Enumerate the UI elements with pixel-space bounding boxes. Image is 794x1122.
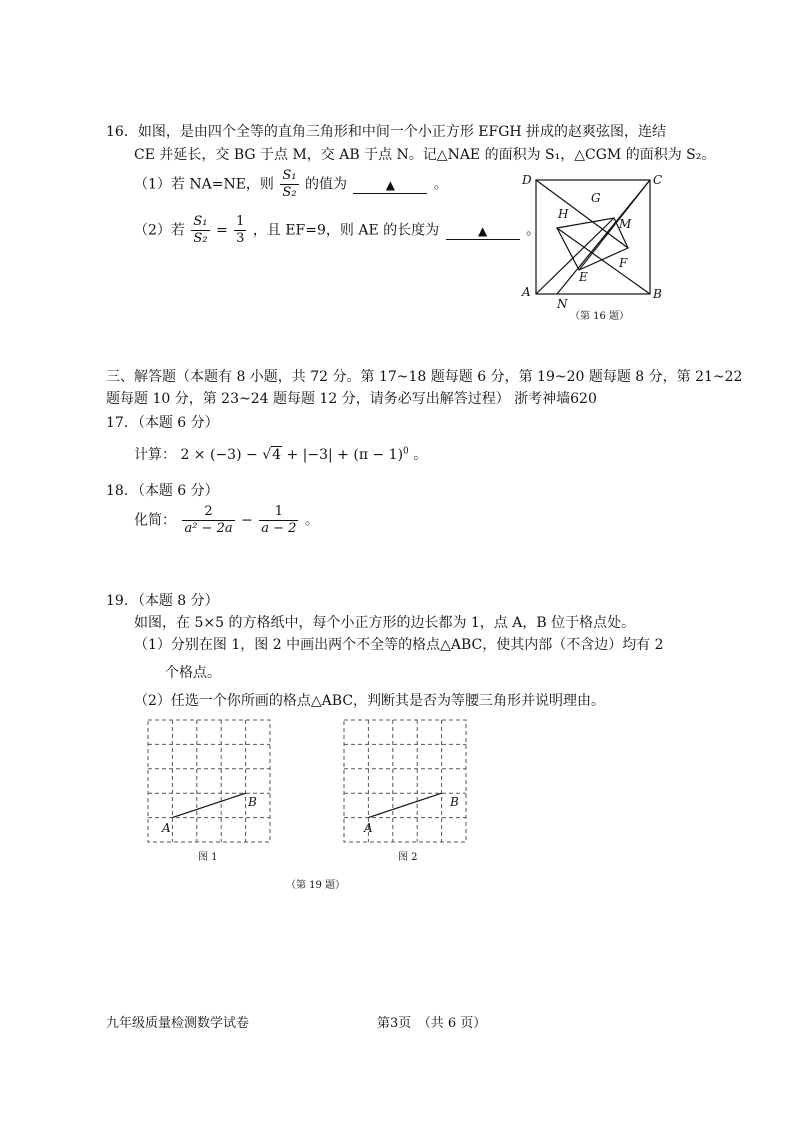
label-a: A (162, 821, 171, 835)
q16-part1-suffix: 的值为 (304, 176, 347, 193)
q19-heading: 19．（本题 8 分） (106, 593, 219, 609)
q19-line3: 个格点。 (165, 665, 221, 681)
q19-figure-2 (336, 714, 476, 864)
label-m: M (619, 217, 632, 231)
q16-figure (512, 168, 672, 324)
label-c: C (653, 173, 663, 187)
q19-line2: （1）分别在图 1，图 2 中画出两个不全等的格点△ABC，使其内部（不含边）均有 2 (134, 637, 664, 653)
q17-expression (134, 444, 427, 464)
fraction-denominator: a − 2 (261, 521, 297, 536)
segment-ab (172, 793, 245, 817)
q19-figure-caption: （第 19 题） (286, 880, 346, 891)
q16-part2-middle: ，且 EF=9，则 AE 的长度为 (252, 222, 440, 239)
q16-part1-end: 。 (433, 176, 448, 193)
equals-sign: = (215, 222, 228, 239)
q19-line4: （2）任选一个你所画的格点△ABC，判断其是否为等腰三角形并说明理由。 (134, 693, 606, 709)
grid-5x5[interactable] (344, 720, 466, 842)
label-b: B (248, 795, 257, 809)
fraction-numerator: S₁ (193, 214, 208, 229)
q18-end: 。 (304, 512, 319, 529)
q16-part1-prefix: （1）若 NA=NE，则 (134, 176, 274, 193)
label-n: N (557, 297, 568, 311)
label-d: D (522, 173, 532, 187)
inner-square-efgh (557, 218, 628, 270)
q16-part2 (134, 214, 540, 247)
q16-part1-fraction (280, 168, 298, 201)
fraction-numerator: 1 (259, 504, 298, 521)
q17-exponent: 0 (403, 446, 409, 457)
q16-part2-end: 。 (526, 222, 541, 239)
label-h: H (558, 207, 569, 221)
q16-figure-caption: （第 16 题） (570, 311, 630, 322)
q18-fraction-1 (182, 504, 234, 537)
label-a: A (364, 821, 373, 835)
q18-expression (134, 504, 319, 537)
fraction-numerator: 1 (236, 214, 245, 229)
label-f: F (619, 256, 628, 270)
fraction-denominator: S₂ (193, 231, 208, 246)
q16-line1: 16．如图，是由四个全等的直角三角形和中间一个小正方形 EFGH 拼成的赵爽弦图，连结 (106, 124, 667, 140)
line-cn (557, 180, 650, 294)
label-b: B (653, 287, 662, 301)
q16-part2-fraction-s (191, 214, 209, 247)
segment-ab (368, 793, 441, 817)
section3-line2: 题每题 10 分，第 23~24 题每题 12 分，请务必写出解答过程） 浙考神墙620 (106, 391, 597, 407)
fraction-denominator: S₂ (282, 185, 297, 200)
q16-part2-answer-blank[interactable]: ▲ (446, 223, 520, 240)
fraction-denominator: 3 (236, 231, 245, 246)
q19-line1: 如图，在 5×5 的方格纸中，每个小正方形的边长都为 1，点 A，B 位于格点处。 (134, 615, 636, 631)
q17-expr-part-b: + |−3| + (π − 1) (286, 447, 404, 463)
fraction-numerator: S₁ (282, 168, 297, 183)
fig2-caption: 图 2 (398, 852, 418, 863)
q16-part1-answer-blank[interactable]: ▲ (353, 177, 427, 194)
q16-part2-prefix: （2）若 (134, 222, 185, 239)
footer-exam-title: 九年级质量检测数学试卷 (106, 1016, 250, 1031)
fig1-caption: 图 1 (198, 852, 218, 863)
label-b: B (450, 795, 459, 809)
q19-figure-1 (140, 714, 280, 864)
q18-label: 化简： (134, 512, 176, 529)
footer-page-number: 第3页 （共 6 页） (377, 1016, 487, 1031)
q17-label: 计算： (134, 447, 176, 463)
q17-expr-part-a: 2 × (−3) − (180, 447, 263, 463)
q17-heading: 17．（本题 6 分） (106, 415, 219, 431)
label-a: A (522, 285, 531, 299)
line-df (536, 180, 628, 248)
q18-heading: 18．（本题 6 分） (106, 483, 219, 499)
q16-part2-fraction-ratio (234, 214, 246, 247)
label-e: E (579, 270, 588, 284)
fraction-denominator: a² − 2a (184, 521, 233, 536)
q17-end: 。 (413, 447, 428, 463)
q16-line2: CE 并延长，交 BG 于点 M，交 AB 于点 N。记△NAE 的面积为 S₁，△CGM 的面积为 S₂。 (134, 147, 716, 163)
q16-part1 (134, 168, 448, 201)
section3-line1: 三、解答题（本题有 8 小题，共 72 分。第 17~18 题每题 6 分，第 19~20 题每题 8 分，第 21~22 (106, 369, 743, 385)
q18-fraction-2 (259, 504, 298, 537)
sqrt-symbol: √ (262, 447, 272, 463)
fraction-numerator: 2 (182, 504, 234, 521)
label-g: G (591, 191, 601, 205)
sqrt-argument: 4 (272, 447, 282, 463)
minus-sign: − (241, 512, 253, 529)
